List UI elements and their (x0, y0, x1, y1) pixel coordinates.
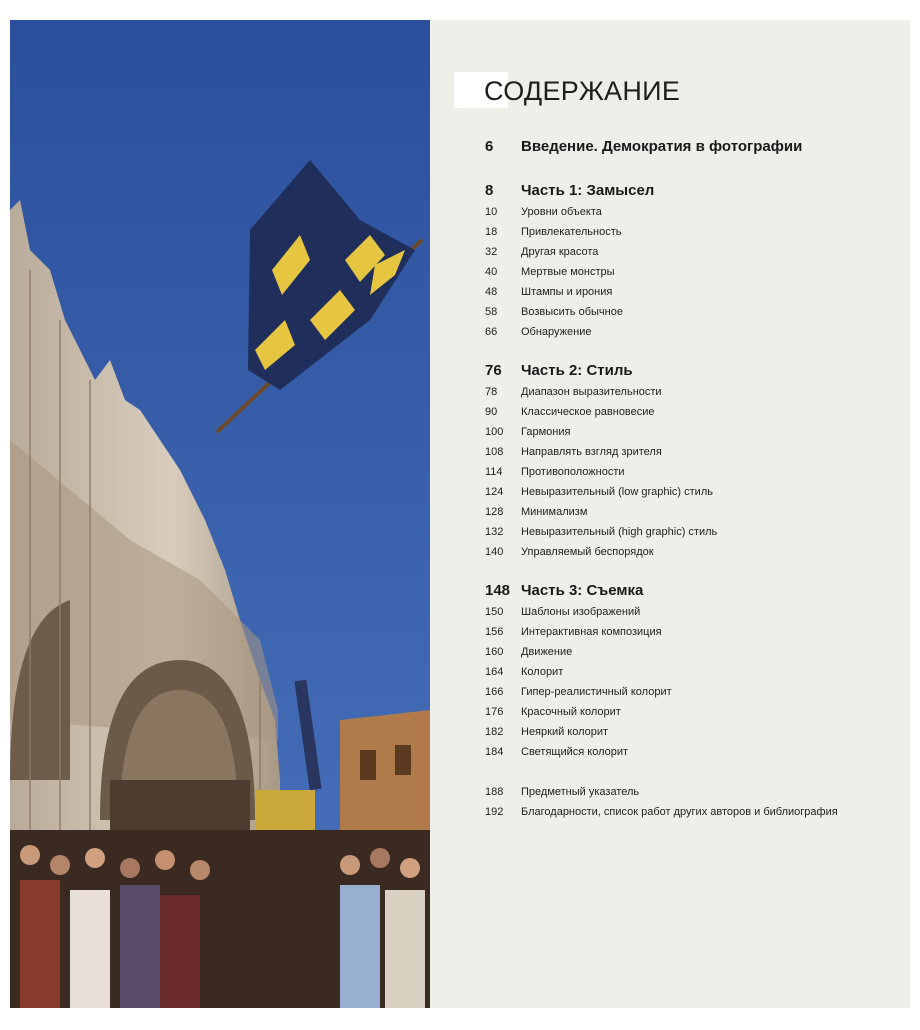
toc-item-row[interactable] (485, 666, 905, 686)
toc-page-number: 132 (485, 526, 504, 538)
contents-panel (430, 20, 910, 1008)
toc-entry-label: Минимализм (521, 506, 588, 518)
toc-item-row[interactable] (485, 506, 905, 526)
toc-page-number: 148 (485, 582, 511, 599)
toc-item-row[interactable] (485, 306, 905, 326)
toc-page-number: 182 (485, 726, 504, 738)
toc-part-row[interactable] (485, 362, 905, 386)
page-title: СОДЕРЖАНИЕ (484, 76, 681, 106)
cover-photo (10, 20, 430, 1008)
toc-item-row[interactable] (485, 466, 905, 486)
toc-page-number: 78 (485, 386, 498, 398)
toc-entry-label: Управляемый беспорядок (521, 546, 654, 558)
toc-page-number: 66 (485, 326, 498, 338)
toc-item-row[interactable] (485, 406, 905, 426)
toc-item-row[interactable] (485, 786, 905, 806)
toc-page-number: 156 (485, 626, 504, 638)
toc-entry-label: Направлять взгляд зрителя (521, 446, 662, 458)
toc-page-number: 100 (485, 426, 504, 438)
toc-entry-label: Невыразительный (high graphic) стиль (521, 526, 718, 538)
toc-page-number: 114 (485, 466, 503, 478)
toc-entry-label: Введение. Демократия в фотографии (521, 138, 803, 155)
toc-page-number: 150 (485, 606, 504, 618)
toc-item-row[interactable] (485, 426, 905, 446)
toc-item-row[interactable] (485, 806, 905, 826)
toc-entry-label: Уровни объекта (521, 206, 602, 218)
toc-item-row[interactable] (485, 746, 905, 766)
toc-item-row[interactable] (485, 526, 905, 546)
toc-page-number: 32 (485, 246, 498, 258)
toc-item-row[interactable] (485, 266, 905, 286)
toc-page-number: 108 (485, 446, 504, 458)
toc-entry-label: Неяркий колорит (521, 726, 609, 738)
toc-item-row[interactable] (485, 726, 905, 746)
toc-item-row[interactable] (485, 686, 905, 706)
toc-entry-label: Колорит (521, 666, 564, 678)
toc-entry-label: Классическое равновесие (521, 406, 655, 418)
siena-flag-thrower-photo (10, 20, 430, 1008)
toc-entry-label: Шаблоны изображений (521, 606, 641, 618)
toc-page-number: 6 (485, 138, 494, 155)
toc-intro-row[interactable] (485, 138, 905, 162)
toc-item-row[interactable] (485, 326, 905, 346)
toc-page-number: 128 (485, 506, 504, 518)
toc-page-number: 48 (485, 286, 498, 298)
toc-page-number: 90 (485, 406, 498, 418)
toc-item-row[interactable] (485, 626, 905, 646)
toc-item-row[interactable] (485, 206, 905, 226)
toc-entry-label: Благодарности, список работ других авторов и библиография (521, 806, 838, 818)
toc-page-number: 58 (485, 306, 498, 318)
toc-part-label: Часть 2: Стиль (521, 362, 633, 379)
toc-part-label: Часть 3: Съемка (521, 582, 644, 599)
toc-entry-label: Другая красота (521, 246, 599, 258)
title-block (454, 70, 680, 107)
toc-page-number: 140 (485, 546, 504, 558)
toc-item-row[interactable] (485, 386, 905, 406)
toc-entry-label: Противоположности (521, 466, 625, 478)
toc-entry-label: Светящийся колорит (521, 746, 629, 758)
toc-item-row[interactable] (485, 486, 905, 506)
toc-page-number: 10 (485, 206, 498, 218)
toc-page-number: 40 (485, 266, 498, 278)
toc-page-number: 176 (485, 706, 504, 718)
toc-entry-label: Предметный указатель (521, 786, 640, 798)
toc-entry-label: Штампы и ирония (521, 286, 613, 298)
toc-page-number: 192 (485, 806, 504, 818)
toc-page-number: 76 (485, 362, 502, 379)
toc-page-number: 188 (485, 786, 504, 798)
toc-item-row[interactable] (485, 246, 905, 266)
toc-entry-label: Интерактивная композиция (521, 626, 662, 638)
toc-entry-label: Привлекательность (521, 226, 622, 238)
toc-item-row[interactable] (485, 646, 905, 666)
toc-entry-label: Гармония (521, 426, 571, 438)
toc-entry-label: Возвысить обычное (521, 306, 623, 318)
toc-page-number: 164 (485, 666, 504, 678)
toc-page-number: 8 (485, 182, 494, 199)
toc-entry-label: Обнаружение (521, 326, 592, 338)
toc-item-row[interactable] (485, 546, 905, 566)
toc-item-row[interactable] (485, 606, 905, 626)
toc-page-number: 18 (485, 226, 498, 238)
toc-item-row[interactable] (485, 706, 905, 726)
toc-item-row[interactable] (485, 446, 905, 466)
toc-item-row[interactable] (485, 226, 905, 246)
toc-entry-label: Диапазон выразительности (521, 386, 662, 398)
toc-entry-label: Гипер-реалистичный колорит (521, 686, 672, 698)
toc-entry-label: Движение (521, 646, 573, 658)
toc-entry-label: Красочный колорит (521, 706, 621, 718)
toc-page-number: 124 (485, 486, 504, 498)
toc-page-number: 160 (485, 646, 504, 658)
toc-part-row[interactable] (485, 182, 905, 206)
toc-part-row[interactable] (485, 582, 905, 606)
table-of-contents (485, 138, 905, 826)
toc-page-number: 184 (485, 746, 504, 758)
toc-entry-label: Мертвые монстры (521, 266, 615, 278)
toc-entry-label: Невыразительный (low graphic) стиль (521, 486, 713, 498)
toc-page-number: 166 (485, 686, 504, 698)
toc-item-row[interactable] (485, 286, 905, 306)
toc-part-label: Часть 1: Замысел (521, 182, 655, 199)
